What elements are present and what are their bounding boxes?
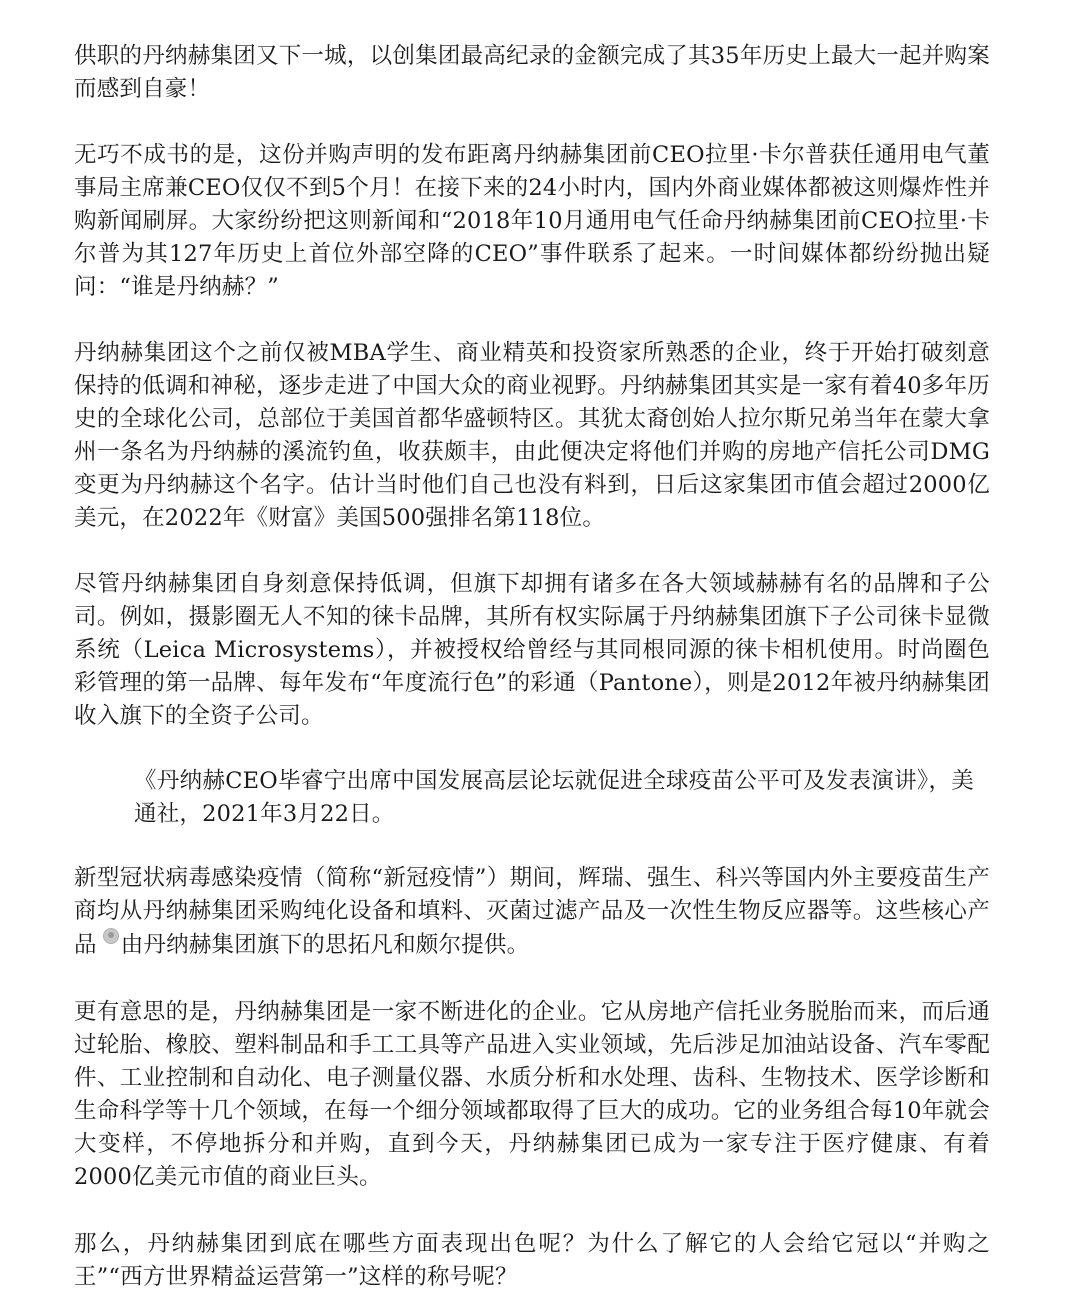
paragraph-vaccine-text-after: 由丹纳赫集团旗下的思拓凡和颇尔提供。 xyxy=(120,932,530,958)
paragraph-vaccine-suppliers xyxy=(74,862,990,962)
paragraph-closing-question: 那么，丹纳赫集团到底在哪些方面表现出色呢？为什么了解它的人会给它冠以“并购之王”“西方世界精益运营第一”这样的称号呢？ xyxy=(74,1231,990,1290)
footnote-quote: 《丹纳赫CEO毕睿宁出席中国发展高层论坛就促进全球疫苗公平可及发表演讲》，美通社，2021年3月22日。 xyxy=(134,768,974,827)
paragraph-ge-ceo-news: 无巧不成书的是，这份并购声明的发布距离丹纳赫集团前CEO拉里·卡尔普获任通用电气董事局主席兼CEO仅仅不到5个月！在接下来的24小时内，国内外商业媒体都被这则爆炸性并购新闻刷屏。大家纷纷把这则新闻和“2018年10月通用电气任命丹纳赫集团前CEO拉里·卡尔普为其127年历史上首位外部空降的CEO”事件联系了起来。一时间媒体都纷纷抛出疑问：“谁是丹纳赫？” xyxy=(74,142,990,300)
footnote-marker-icon[interactable] xyxy=(103,928,119,944)
paragraph-danaher-history: 丹纳赫集团这个之前仅被MBA学生、商业精英和投资家所熟悉的企业，终于开始打破刻意保持的低调和神秘，逐步走进了中国大众的商业视野。丹纳赫集团其实是一家有着40多年历史的全球化公司，总部位于美国首都华盛顿特区。其犹太裔创始人拉尔斯兄弟当年在蒙大拿州一条名为丹纳赫的溪流钓鱼，收获颇丰，由此便决定将他们并购的房地产信托公司DMG变更为丹纳赫这个名字。估计当时他们自己也没有料到，日后这家集团市值会超过2000亿美元，在2022年《财富》美国500强排名第118位。 xyxy=(74,340,990,531)
paragraph-evolution: 更有意思的是，丹纳赫集团是一家不断进化的企业。它从房地产信托业务脱胎而来，而后通过轮胎、橡胶、塑料制品和手工工具等产品进入实业领域，先后涉足加油站设备、汽车零配件、工业控制和自动化、电子测量仪器、水质分析和水处理、齿科、生物技术、医学诊断和生命科学等十几个领域，在每一个细分领域都取得了巨大的成功。它的业务组合每10年就会大变样，不停地拆分和并购，直到今天，丹纳赫集团已成为一家专注于医疗健康、有着2000亿美元市值的商业巨头。 xyxy=(74,999,990,1190)
paragraph-brands-subsidiaries: 尽管丹纳赫集团自身刻意保持低调，但旗下却拥有诸多在各大领域赫赫有名的品牌和子公司。例如，摄影圈无人不知的徕卡品牌，其所有权实际属于丹纳赫集团旗下子公司徕卡显微系统（Leica Microsystems），并被授权给曾经与其同根同源的徕卡相机使用。时尚圈色彩管理的第一品牌、每年发布“年度流行色”的彩通（Pantone），则是2012年被丹纳赫集团收入旗下的全资子公司。 xyxy=(74,571,990,729)
paragraph-acquisition-pride: 供职的丹纳赫集团又下一城，以创集团最高纪录的金额完成了其35年历史上最大一起并购案而感到自豪！ xyxy=(74,43,990,102)
document-page xyxy=(74,40,990,1294)
paragraph-vaccine-text-before: 新型冠状病毒感染疫情（简称“新冠疫情”）期间，辉瑞、强生、科兴等国内外主要疫苗生产商均从丹纳赫集团采购纯化设备和填料、灭菌过滤产品及一次性生物反应器等。这些核心产品 xyxy=(74,865,990,958)
